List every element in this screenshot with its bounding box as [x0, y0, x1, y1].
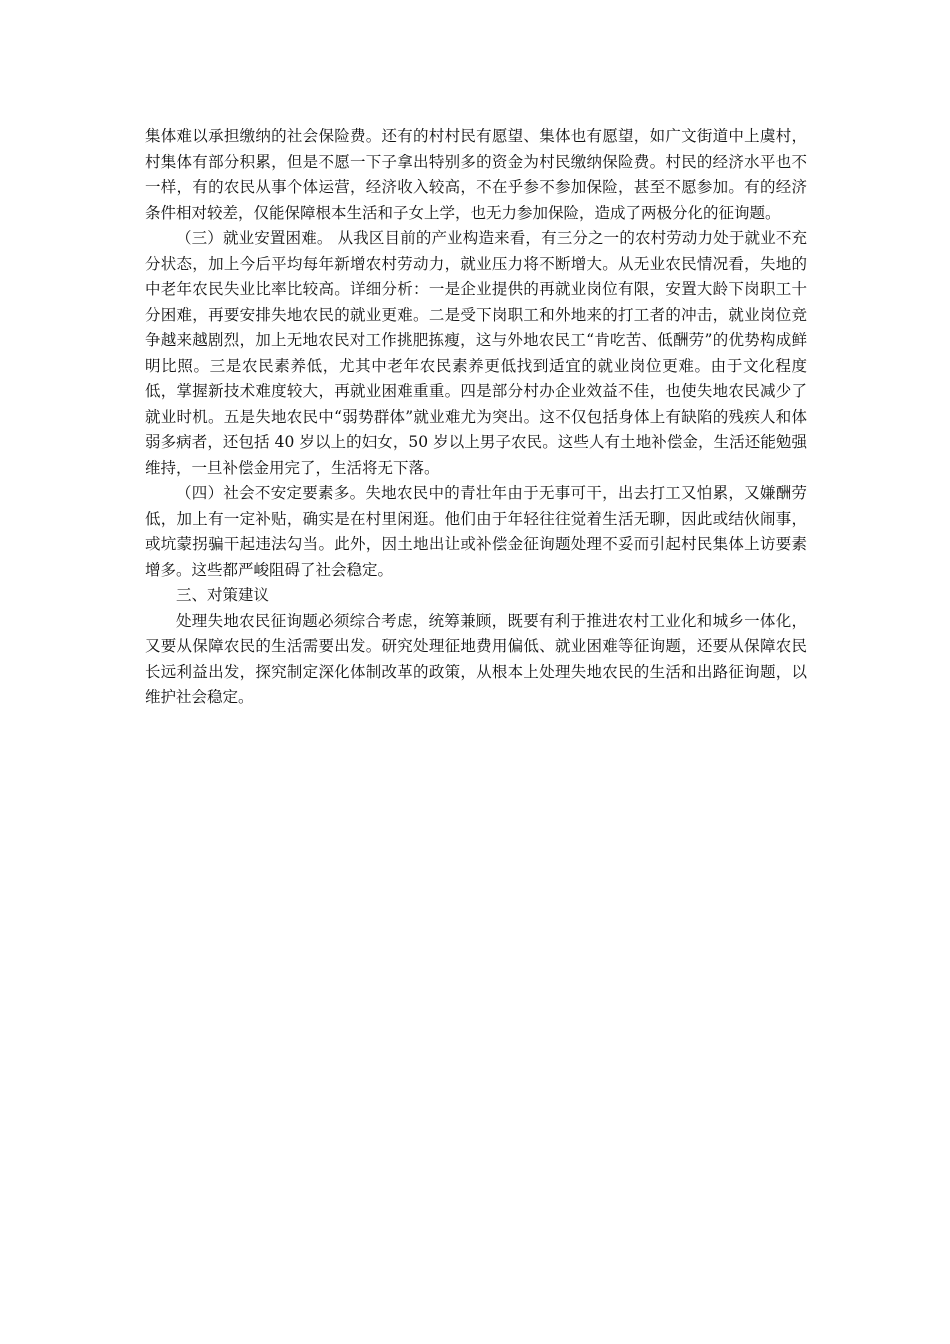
paragraph-recommendations: 处理失地农民征询题必须综合考虑，统筹兼顾，既要有利于推进农村工业化和城乡一体化，又要从保障农民的生活需要出发。研究处理征地费用偏低、就业困难等征询题，还要从保障农民长远利益出发，探究制定深化体制改革的政策，从根本上处理失地农民的生活和出路征询题，以维护社会稳定。 — [145, 611, 807, 706]
paragraph-social-instability: （四）社会不安定要素多。失地农民中的青壮年由于无事可干，出去打工又怕累，又嫌酬劳低，加上有一定补贴，确实是在村里闲逛。他们由于年轻往往觉着生活无聊，因此或结伙闹事，或坑蒙拐骗干起违法勾当。此外，因土地出让或补偿金征询题处理不妥而引起村民集体上访要素增多。这些都严峻阻碍了社会稳定。 — [145, 484, 807, 579]
document-page — [145, 124, 807, 711]
section-heading-recommendations: 三、对策建议 — [176, 586, 270, 604]
paragraph-insurance-continued: 集体难以承担缴纳的社会保险费。还有的村村民有愿望、集体也有愿望，如广文街道中上虞村，村集体有部分积累，但是不愿一下子拿出特别多的资金为村民缴纳保险费。村民的经济水平也不一样，有的农民从事个体运营，经济收入较高，不在乎参不参加保险，甚至不愿参加。有的经济条件相对较差，仅能保障根本生活和子女上学，也无力参加保险，造成了两极分化的征询题。 — [145, 127, 807, 222]
paragraph-employment-difficulty: （三）就业安置困难。 从我区目前的产业构造来看，有三分之一的农村劳动力处于就业不充分状态，加上今后平均每年新增农村劳动力，就业压力将不断增大。从无业农民情况看，失地的中老年农民失业比率比较高。详细分析：一是企业提供的再就业岗位有限，安置大龄下岗职工十分困难，再要安排失地农民的就业更难。二是受下岗职工和外地来的打工者的冲击，就业岗位竞争越来越剧烈，加上无地农民对工作挑肥拣瘦，这与外地农民工“肯吃苦、低酬劳”的优势构成鲜明比照。三是农民素养低，尤其中老年农民素养更低找到适宜的就业岗位更难。由于文化程度低，掌握新技术难度较大，再就业困难重重。四是部分村办企业效益不佳，也使失地农民减少了就业时机。五是失地农民中“弱势群体”就业难尤为突出。这不仅包括身体上有缺陷的残疾人和体弱多病者，还包括 40 岁以上的妇女，50 岁以上男子农民。这些人有土地补偿金，生活还能勉强维持，一旦补偿金用完了，生活将无下落。 — [145, 229, 807, 477]
